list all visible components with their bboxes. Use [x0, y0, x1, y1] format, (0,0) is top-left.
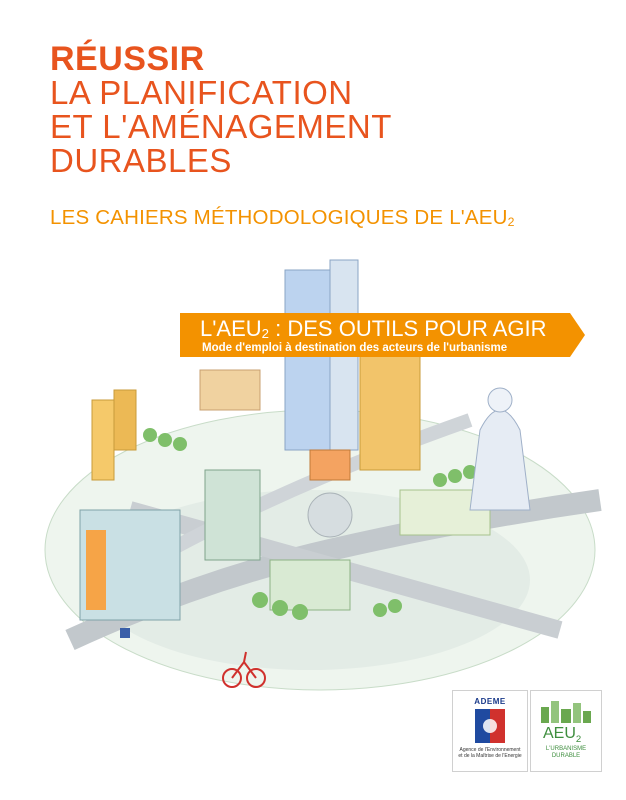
cover-title [50, 42, 392, 178]
ademe-caption: Agence de l'Environnement et de la Maîtrise de l'Energie [458, 747, 522, 759]
banner-subtitle: Mode d'emploi à destination des acteurs de l'urbanisme [202, 342, 508, 354]
tools-banner [180, 313, 585, 357]
aeu-wordmark: $AEU_2$ [543, 725, 582, 746]
aeu-skyline-icon [539, 697, 593, 723]
aeu-logo [530, 690, 602, 772]
ademe-emblem-icon [475, 709, 505, 743]
series-subtitle: LES CAHIERS MÉTHODOLOGIQUES DE $L'AEU_2$ [50, 206, 515, 229]
ademe-logo [452, 690, 528, 772]
title-line-2: LA PLANIFICATION [50, 74, 353, 111]
banner-title: $L'AEU_2$ : DES OUTILS POUR AGIR [200, 316, 547, 341]
title-line-1: RÉUSSIR [50, 40, 205, 78]
title-line-3: ET L'AMÉNAGEMENT [50, 108, 392, 145]
ademe-name: ADEME [474, 697, 506, 706]
title-line-4: DURABLES [50, 142, 232, 179]
aeu-caption: L'URBANISME DURABLE [545, 746, 587, 759]
